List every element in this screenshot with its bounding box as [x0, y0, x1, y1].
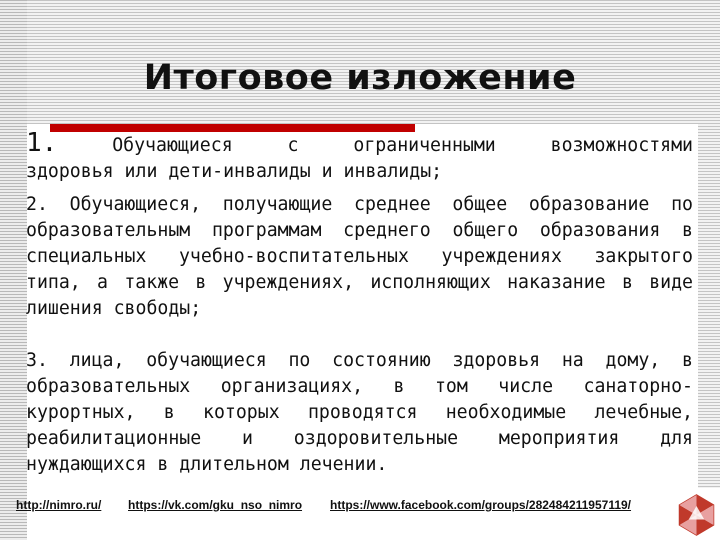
list-item-1-continuation: здоровья или дети-инвалиды и инвалиды;: [26, 161, 443, 182]
hexagon-triangles-logo-icon: [673, 488, 720, 540]
list-item-2: [26, 192, 693, 322]
list-item-1-number: 1.: [26, 128, 58, 158]
list-item-3-number: 3.: [26, 350, 48, 371]
list-item-1-word: Обучающиеся: [112, 135, 233, 156]
footer-link-site[interactable]: http://nimro.ru/: [16, 498, 102, 512]
footer-link-facebook[interactable]: https://www.facebook.com/groups/282484211957119/: [330, 498, 632, 512]
footer-links: [16, 498, 666, 518]
list-item-3: [26, 348, 693, 478]
list-item-1-first-line: [26, 130, 693, 159]
list-item-2-text: Обучающиеся, получающие среднее общее образование по образовательным программам среднего общего образования в специальных учебно-воспитательных учреждениях закрытого типа, а также в учреждениях, исполняющих наказание в виде лишения свободы;: [26, 194, 694, 319]
list-item-3-text: лица, обучающиеся по состоянию здоровья на дому, в образовательных организациях, в том числе санаторно-курортных, в которых проводятся необходимые лечебные, реабилитационные и оздоровительные мероприятия для нуждающихся в длительном лечении.: [26, 350, 693, 475]
list-item-1-word: с: [287, 135, 299, 156]
list-item-1-word: возможностями: [550, 135, 693, 156]
footer-link-vk[interactable]: https://vk.com/gku_nso_nimro: [128, 498, 303, 512]
list-item-2-number: 2.: [26, 194, 48, 215]
logo-svg: [673, 488, 720, 540]
list-item-1: [26, 130, 693, 185]
slide-title: Итоговое изложение: [143, 58, 577, 98]
list-item-1-word: ограниченными: [353, 135, 496, 156]
